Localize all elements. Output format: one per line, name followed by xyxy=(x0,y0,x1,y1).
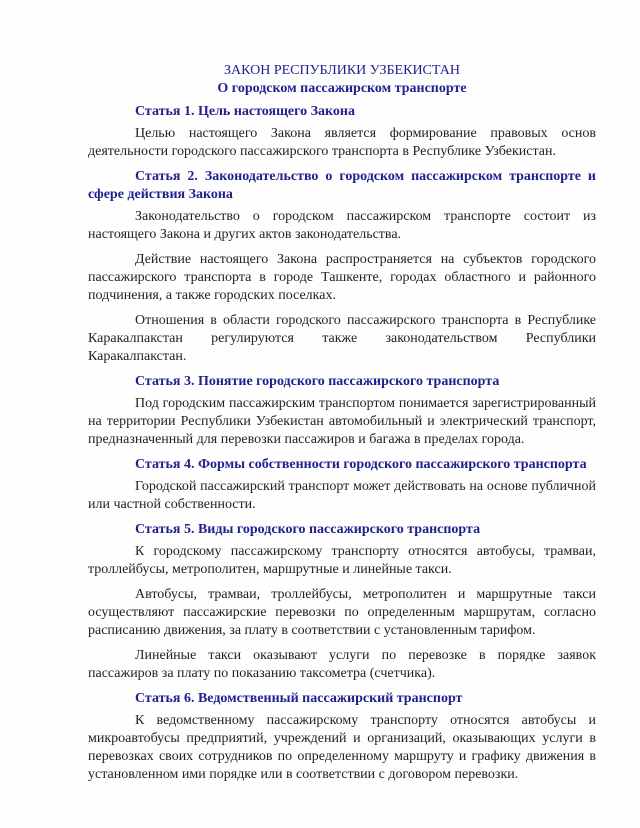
article-heading: Статья 4. Формы собственности городского пассажирского транспорта xyxy=(135,457,587,472)
law-title: ЗАКОН РЕСПУБЛИКИ УЗБЕКИСТАН xyxy=(224,63,460,78)
article-paragraph: Под городским пассажирским транспортом понимается зарегистрированный на территории Республики Узбекистан автомобильный и электрический транспорт, предназначенный для перевозки пассажиров и багажа в пределах города. xyxy=(88,396,596,447)
article-paragraph: Законодательство о городском пассажирском транспорте состоит из настоящего Закона и других актов законодательства. xyxy=(88,209,596,242)
article-4 xyxy=(88,456,596,514)
article-paragraph: К городскому пассажирскому транспорту относятся автобусы, трамваи, троллейбусы, метрополитен, маршрутные и линейные такси. xyxy=(88,544,596,577)
article-1 xyxy=(88,103,596,161)
article-heading: Статья 5. Виды городского пассажирского транспорта xyxy=(135,522,481,537)
article-paragraph: Действие настоящего Закона распространяется на субъектов городского пассажирского транспорта в городе Ташкенте, городах областного и районного подчинения, а также городских поселках. xyxy=(88,252,596,303)
article-paragraph: Автобусы, трамваи, троллейбусы, метрополитен и маршрутные такси осуществляют пассажирские перевозки по определенным маршрутам, согласно расписанию движения, за плату в соответствии с установленным тарифом. xyxy=(88,587,596,638)
article-paragraph: Отношения в области городского пассажирского транспорта в Республике Каракалпакстан регулируются также законодательством Республики Каракалпакстан. xyxy=(88,313,596,364)
law-subtitle: О городском пассажирском транспорте xyxy=(217,81,467,96)
document-content xyxy=(88,62,596,791)
article-heading: Статья 2. Законодательство о городском пассажирском транспорте и сфере действия Закона xyxy=(88,169,596,202)
article-heading: Статья 6. Ведомственный пассажирский транспорт xyxy=(135,691,463,706)
article-paragraph: Городской пассажирский транспорт может действовать на основе публичной или частной собственности. xyxy=(88,479,596,512)
article-paragraph: К ведомственному пассажирскому транспорту относятся автобусы и микроавтобусы предприятий, учреждений и организаций, оказывающих услуги в перевозках своих сотрудников по определенному маршруту и графику движения в установленном ими порядке или в соответствии с договором перевозки. xyxy=(88,713,596,782)
article-6 xyxy=(88,690,596,784)
article-paragraph: Линейные такси оказывают услуги по перевозке в порядке заявок пассажиров за плату по показанию таксометра (счетчика). xyxy=(88,648,596,681)
article-5 xyxy=(88,521,596,683)
article-heading: Статья 1. Цель настоящего Закона xyxy=(135,104,355,119)
article-2 xyxy=(88,168,596,366)
article-3 xyxy=(88,373,596,449)
article-paragraph: Целью настоящего Закона является формирование правовых основ деятельности городского пассажирского транспорта в Республике Узбекистан. xyxy=(88,126,596,159)
article-heading: Статья 3. Понятие городского пассажирского транспорта xyxy=(135,374,500,389)
